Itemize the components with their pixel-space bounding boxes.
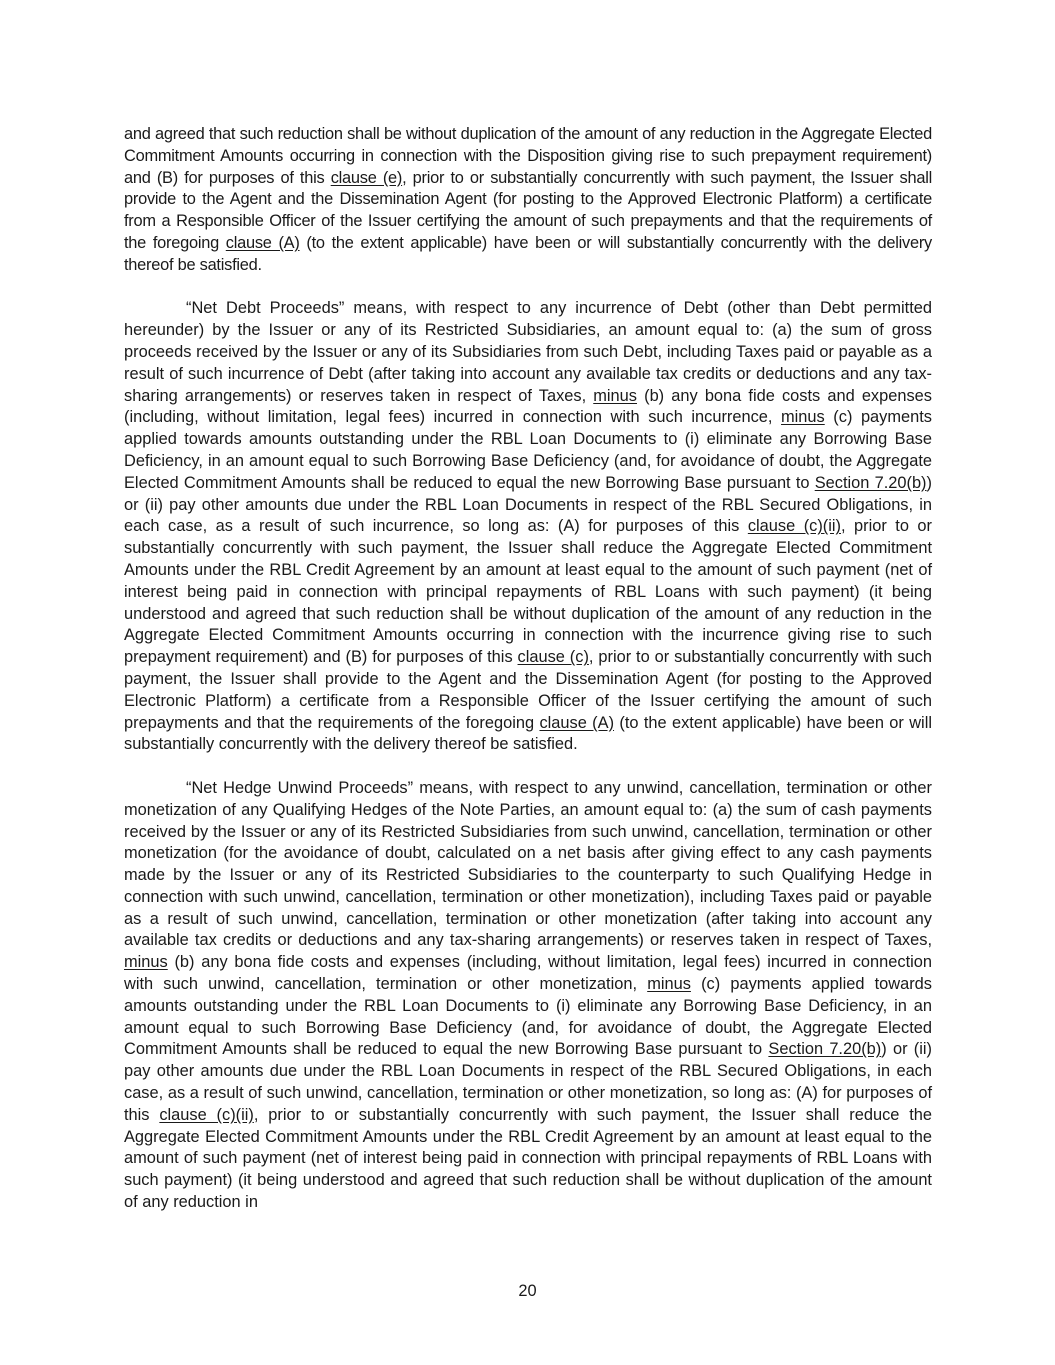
text-run: (b) any bona fide costs and expenses (including, without limitation, legal fees) incurred in connection with such incurrence, xyxy=(124,386,932,427)
text-run: , prior to or substantially concurrently with such payment, the Issuer shall reduce the Aggregate Elected Commitment Amounts under the RBL Credit Agreement by an amount at least equal to the amount of such payment (net of interest being paid in connection with principal repayments of RBL Loans with such payment) (it being understood and agreed that such reduction shall be without duplication of the amount of any reduction in xyxy=(124,1105,932,1212)
text-run: and agreed that such reduction shall be without duplication of the amount of any reduction in the Aggregate Elected Commitment Amounts occurring in connection with the Disposition giving rise to such prepayment requirement) and (B) for purposes of this xyxy=(124,125,932,187)
section-reference: Section 7.20(b) xyxy=(814,473,927,492)
clause-reference: clause (c)(ii) xyxy=(159,1105,254,1124)
paragraph-continued xyxy=(124,124,932,277)
definition-net-debt-proceeds xyxy=(124,298,932,756)
clause-reference: clause (A) xyxy=(225,233,300,252)
clause-reference: clause (c)(ii) xyxy=(747,517,842,536)
text-run: (to the extent applicable) have been or will substantially concurrently with the delivery thereof be satisfied. xyxy=(124,233,932,274)
text-run: (c) payments applied towards amounts outstanding under the RBL Loan Documents to (i) eliminate any Borrowing Base Deficiency, in an amount equal to such Borrowing Base Deficiency (and, for avoidance of doubt, the Aggregate Elected Commitment Amounts shall be reduced to equal the new Borrowing Base pursuant to xyxy=(124,975,932,1059)
section-reference: Section 7.20(b) xyxy=(768,1040,882,1059)
text-run: , prior to or substantially concurrently with such payment, the Issuer shall reduce the Aggregate Elected Commitment Amounts under the RBL Credit Agreement by an amount at least equal to the amount of such payment (net of interest being paid in connection with principal repayments of RBL Loans with such payment) (it being understood and agreed that such reduction shall be without duplication of the amount of any reduction in the Aggregate Elected Commitment Amounts occurring in connection with the incurrence giving rise to such prepayment requirement) and (B) for purposes of this xyxy=(124,517,933,667)
page-body xyxy=(124,124,932,1214)
text-run: (b) any bona fide costs and expenses (including, without limitation, legal fees) incurred in connection with such unwind, cancellation, termination or other monetization, xyxy=(124,953,932,994)
minus-term: minus xyxy=(647,975,691,994)
text-run: ) or (ii) pay other amounts due under the RBL Loan Documents in respect of the RBL Secured Obligations, in each case, as a result of such unwind, cancellation, termination or other monetization, so long as: (A) for purposes of this xyxy=(124,1040,932,1124)
text-run: , prior to or substantially concurrently with such payment, the Issuer shall provide to the Agent and the Dissemination Agent (for posting to the Approved Electronic Platform) a certificate from a Responsible Officer of the Issuer certifying the amount of such prepayments and that the requirements of the foregoing xyxy=(124,648,932,732)
page-number: 20 xyxy=(518,1282,537,1300)
clause-reference: clause (e) xyxy=(330,168,403,187)
clause-reference: clause (c) xyxy=(517,648,589,667)
clause-reference: clause (A) xyxy=(539,713,615,732)
minus-term: minus xyxy=(781,408,825,427)
defined-term: “Net Hedge Unwind Proceeds” xyxy=(186,778,414,797)
text-run: (c) payments applied towards amounts outstanding under the RBL Loan Documents to (i) eliminate any Borrowing Base Deficiency, in an amount equal to such Borrowing Base Deficiency (and, for avoidance of doubt, the Aggregate Elected Commitment Amounts shall be reduced to equal the new Borrowing Base pursuant to xyxy=(124,408,933,492)
minus-term: minus xyxy=(124,953,168,972)
minus-term: minus xyxy=(593,386,637,405)
defined-term: “Net Debt Proceeds” xyxy=(186,299,345,318)
definition-net-hedge-unwind-proceeds xyxy=(124,778,932,1214)
text-run: ) or (ii) pay other amounts due under the RBL Loan Documents in respect of the RBL Secured Obligations, in each case, as a result of such incurrence, so long as: (A) for purposes of this xyxy=(124,473,932,536)
text-run: (to the extent applicable) have been or will substantially concurrently with the delivery thereof be satisfied. xyxy=(124,713,932,754)
text-run: , prior to or substantially concurrently with such payment, the Issuer shall provide to the Agent and the Dissemination Agent (for posting to the Approved Electronic Platform) a certificate from a Responsible Officer of the Issuer certifying the amount of such prepayments and that the requirements of the foregoing xyxy=(124,168,932,252)
text-run: means, with respect to any incurrence of Debt (other than Debt permitted hereunder) by the Issuer or any of its Restricted Subsidiaries, an amount equal to: (a) the sum of gross proceeds received by the Issuer or any of its Subsidiaries from such Debt, including Taxes paid or payable as a result of such incurrence of Debt (after taking into account any available tax credits or deductions and any tax-sharing arrangements) or reserves taken in respect of Taxes, xyxy=(124,299,932,405)
text-run: means, with respect to any unwind, cancellation, termination or other monetization of any Qualifying Hedges of the Note Parties, an amount equal to: (a) the sum of cash payments received by the Issuer or any of its Restricted Subsidiaries from such unwind, cancellation, termination or other monetization (for the avoidance of doubt, calculated on a net basis after giving effect to any cash payments made by the Issuer or any of its Restricted Subsidiaries to the counterparty to such Qualifying Hedge in connection with such unwind, cancellation, termination or other monetization), including Taxes paid or payable as a result of such unwind, cancellation, termination or other monetization (after taking into account any available tax credits or deductions and any tax-sharing arrangements) or reserves taken in respect of Taxes, xyxy=(124,778,932,950)
